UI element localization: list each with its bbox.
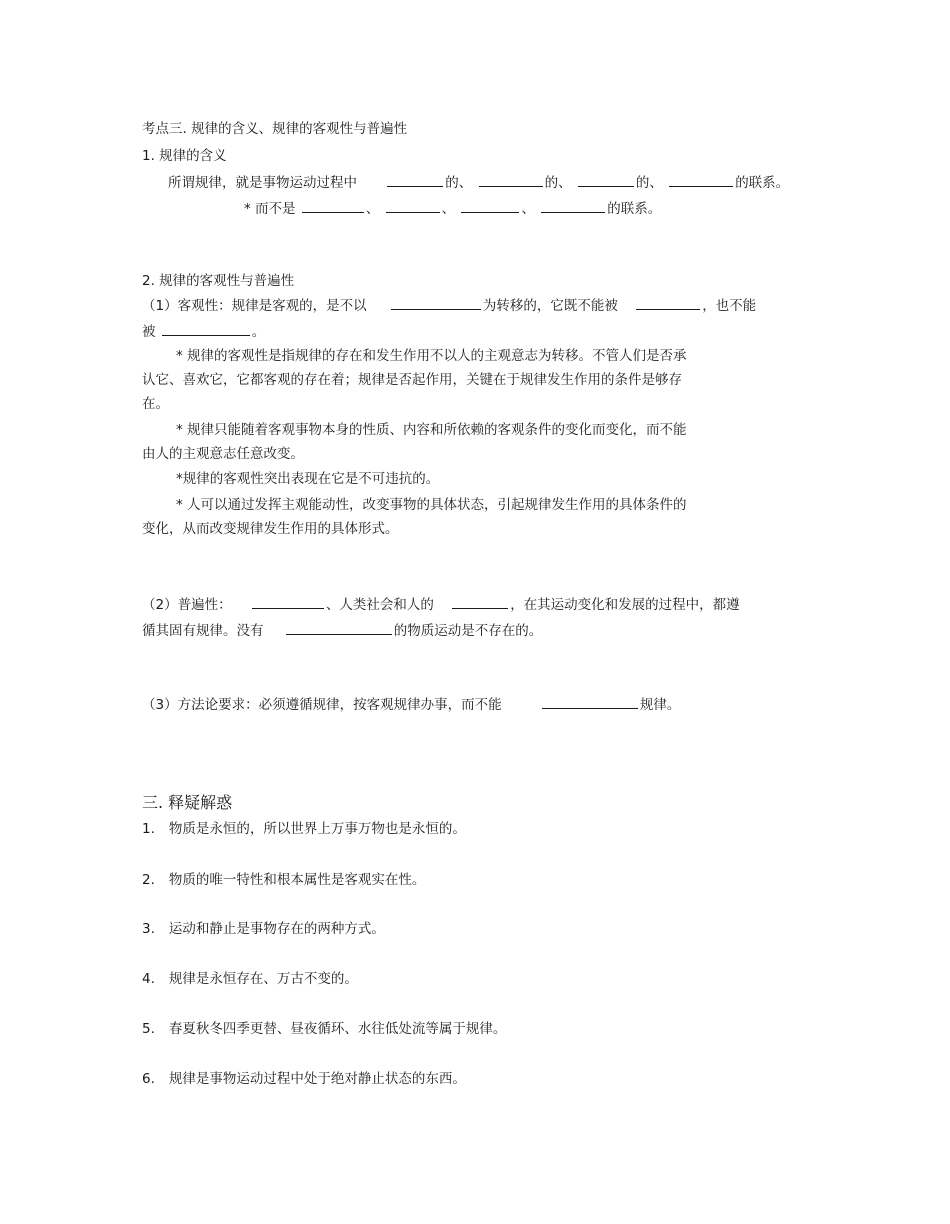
list-item [142,819,466,839]
note-3: *规律的客观性突出表现在它是不可违抗的。 [176,471,440,487]
item-text: 运动和静止是事物存在的两种方式。 [168,921,385,937]
contrast-suffix: 的联系。 [607,201,662,217]
fill-blank[interactable] [391,295,481,310]
methodology-text: （3）方法论要求：必须遵循规律，按客观规律办事，而不能 [142,697,502,713]
note-1-line-3: 在。 [142,396,169,412]
item-number: 6. [142,1071,155,1087]
fill-blank[interactable] [636,295,700,310]
contrast-prefix: * 而不是 [244,201,296,217]
item-text: 春夏秋冬四季更替、昼夜循环、水往低处流等属于规律。 [168,1021,507,1037]
objectivity-text: ，也不能 [702,298,757,314]
fill-blank[interactable] [452,594,508,609]
fill-blank[interactable] [669,172,733,187]
fill-blank[interactable] [541,198,605,213]
separator: 的、 [544,175,572,191]
note-1-line-2: 认它、喜欢它，它都客观的存在着；规律是否起作用，关键在于规律发生作用的条件是够存 [142,372,682,388]
fill-blank[interactable] [479,172,543,187]
universality-text: 的物质运动是不存在的。 [393,623,543,639]
contrast-line [244,198,661,219]
section-title: 考点三. 规律的含义、规律的客观性与普遍性 [142,121,408,137]
section-3-heading: 三. 释疑解惑 [142,793,233,812]
universality-text: 循其固有规律。没有 [142,623,264,639]
item-number: 4. [142,971,155,987]
item-text: 规律是永恒存在、万古不变的。 [168,971,358,987]
fill-blank[interactable] [286,620,392,635]
separator: 、 [441,201,456,217]
definition-prefix: 所谓规律，就是事物运动过程中 [168,175,357,191]
universality-text: 、人类社会和人的 [325,597,434,613]
separator: 的、 [445,175,473,191]
note-2-line-2: 由人的主观意志任意改变。 [142,446,304,462]
note-1-line-1: * 规律的客观性是指规律的存在和发生作用不以人的主观意志为转移。不管人们是否承 [176,348,687,364]
objectivity-line-2 [142,321,265,342]
separator: 、 [365,201,380,217]
universality-text: （2）普遍性： [142,597,232,613]
item-number: 2. [142,872,155,888]
fill-blank[interactable] [542,694,638,709]
item-text: 规律是事物运动过程中处于绝对静止状态的东西。 [168,1071,466,1087]
definition-suffix: 的联系。 [735,175,790,191]
item-number: 3. [142,921,155,937]
methodology-line [142,694,680,715]
fill-blank[interactable] [252,594,324,609]
list-item [142,919,385,939]
fill-blank[interactable] [461,198,519,213]
objectivity-text: 为转移的，它既不能被 [482,298,618,314]
objectivity-line-1 [142,295,756,316]
separator: 的、 [635,175,663,191]
objectivity-text: 被 [142,324,156,340]
item-text: 物质的唯一特性和根本属性是客观实在性。 [168,872,426,888]
definition-line [168,172,789,193]
universality-line-2 [142,620,542,641]
fill-blank[interactable] [162,321,250,336]
fill-blank[interactable] [578,172,634,187]
universality-text: ，在其运动变化和发展的过程中，都遵 [510,597,740,613]
objectivity-text: （1）客观性：规律是客观的，是不以 [142,298,367,314]
subsection-heading-1: 1. 规律的含义 [142,148,227,164]
fill-blank[interactable] [386,198,440,213]
methodology-text: 规律。 [639,697,681,713]
subsection-heading-2: 2. 规律的客观性与普遍性 [142,273,295,289]
note-4-line-2: 变化，从而改变规律发生作用的具体形式。 [142,521,399,537]
list-item [142,1019,506,1039]
fill-blank[interactable] [387,172,443,187]
note-2-line-1: * 规律只能随着客观事物本身的性质、内容和所依赖的客观条件的变化而变化，而不能 [176,422,687,438]
item-number: 5. [142,1021,155,1037]
list-item [142,870,425,890]
universality-line-1 [142,594,740,615]
list-item [142,969,358,989]
note-4-line-1: * 人可以通过发挥主观能动性，改变事物的具体状态，引起规律发生作用的具体条件的 [176,497,687,513]
fill-blank[interactable] [302,198,364,213]
separator: 、 [521,201,535,217]
item-text: 物质是永恒的，所以世界上万事万物也是永恒的。 [168,821,466,837]
objectivity-text: 。 [251,324,266,340]
list-item [142,1069,466,1089]
item-number: 1. [142,821,155,837]
